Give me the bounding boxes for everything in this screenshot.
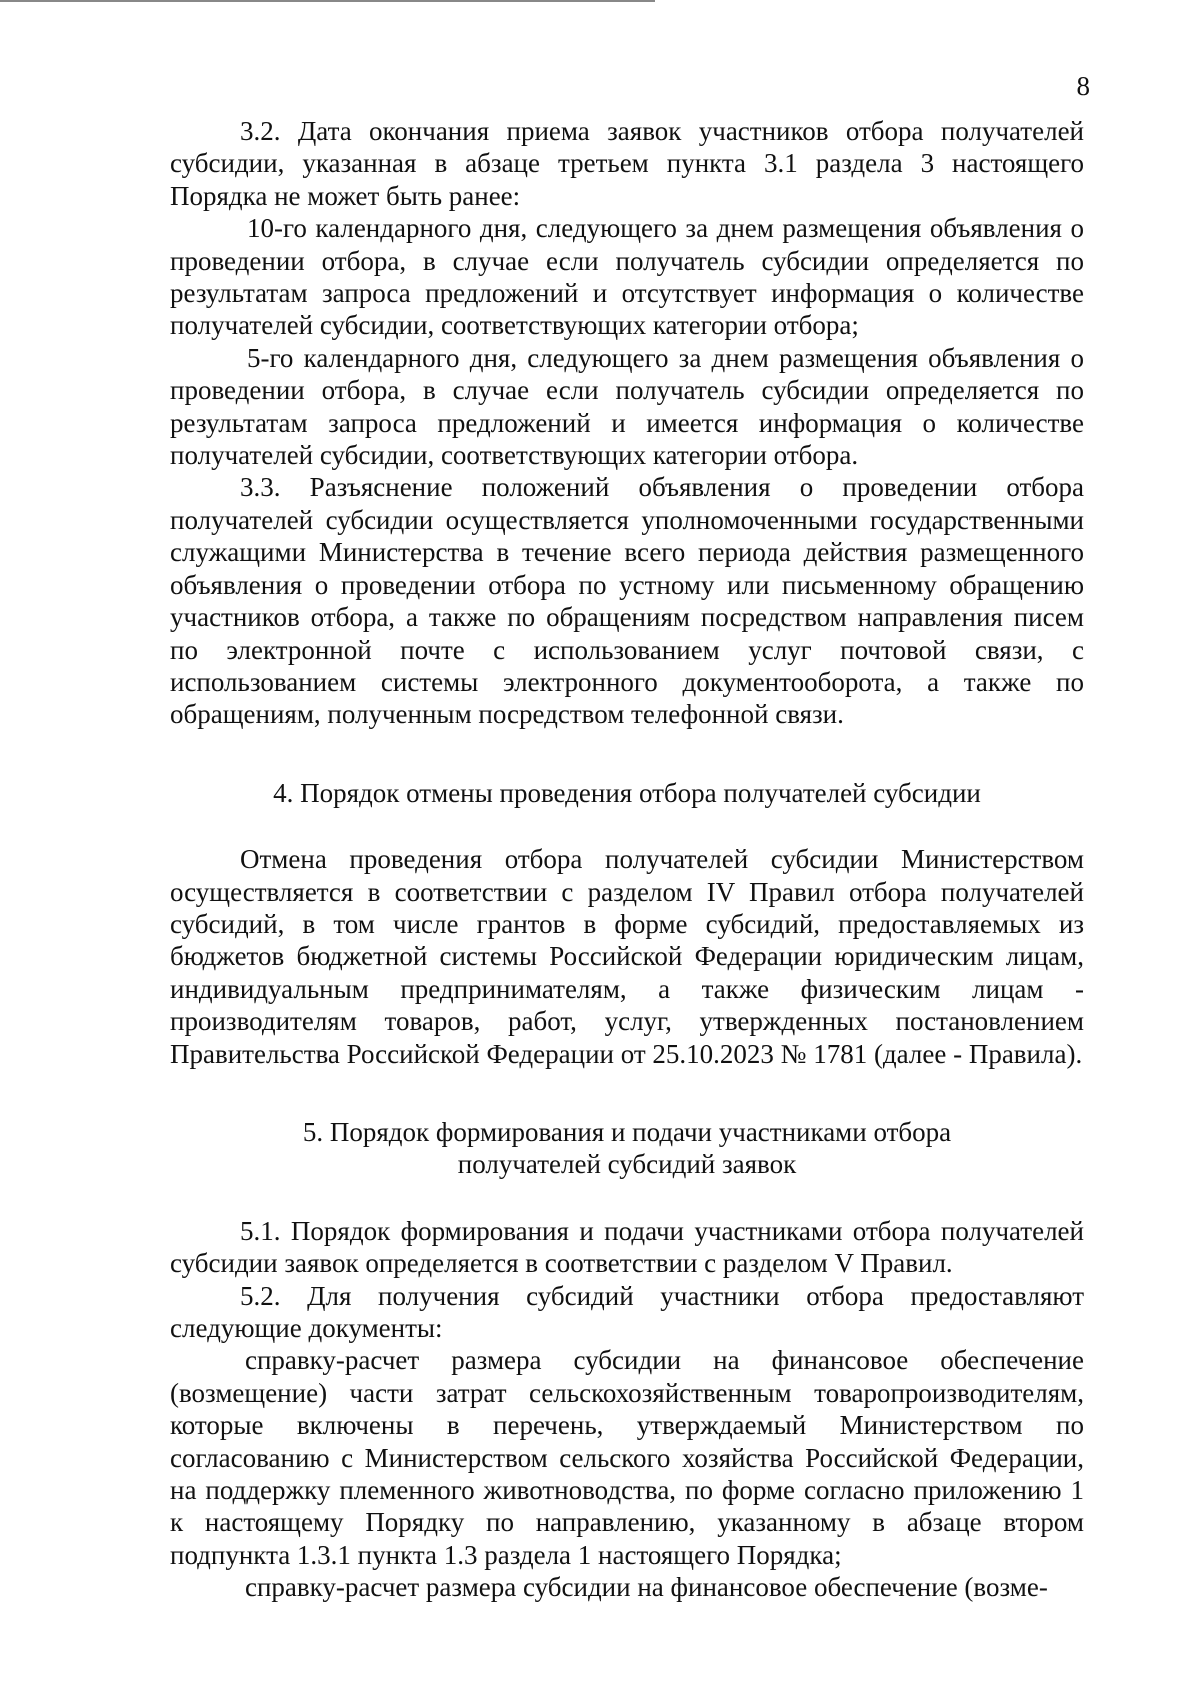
section-5-heading-line-1: 5. Порядок формирования и подачи участниками отбора [302, 1116, 952, 1147]
paragraph-3-2: 3.2. Дата окончания приема заявок участников отбора получателей субсидии, указанная в абзаце третьем пункта 3.1 раздела 3 настоящего Порядка не может быть ранее: [170, 116, 1084, 211]
page-number: 8 [1076, 71, 1090, 101]
section-4-heading: 4. Порядок отмены проведения отбора получателей субсидии [273, 777, 981, 808]
section-5-heading [170, 1116, 1084, 1181]
spacer [170, 1070, 1084, 1116]
spacer [170, 1181, 1084, 1215]
paragraph-3-2-item-10-day: 10-го календарного дня, следующего за днем размещения объявления о проведении отбора, в случае если получатель субсидии определяется по результатам запроса предложений и отсутствует информация о количестве получателей субсидии, соответствующих категории отбора; [170, 213, 1084, 341]
document-page [170, 115, 1084, 1604]
section-5-heading-line-2: получателей субсидий заявок [457, 1149, 797, 1180]
paragraph-5-2: 5.2. Для получения субсидий участники отбора предоставляют следующие документы: [170, 1280, 1084, 1343]
paragraph-5-1: 5.1. Порядок формирования и подачи участниками отбора получателей субсидии заявок определяется в соответствии с разделом V Правил. [170, 1215, 1084, 1279]
paragraph-5-2-item-continued: справку-расчет размера субсидии на финансовое обеспечение (возме- [245, 1572, 1048, 1603]
paragraph-5-2-item-breeding: справку-расчет размера субсидии на финансовое обеспечение (возмещение) части затрат сельскохозяйственным товаропроизводителям, которые включены в перечень, утверждаемый Министерством по согласованию с Министерством сельского хозяйства Российской Федерации, на поддержку племенного животноводства, по форме согласно приложению 1 к настоящему Порядку по направлению, указанному в абзаце втором подпункта 1.3.1 пункта 1.3 раздела 1 настоящего Порядка; [170, 1345, 1084, 1570]
paragraph-3-2-item-5-day: 5-го календарного дня, следующего за днем размещения объявления о проведении отбора, в случае если получатель субсидии определяется по результатам запроса предложений и имеется информация о количестве получателей субсидии, соответствующих категории отбора. [170, 342, 1084, 471]
spacer [170, 731, 1084, 777]
paragraph-4-cancellation: Отмена проведения отбора получателей субсидии Министерством осуществляется в соответствии с разделом IV Правил отбора получателей субсидий, в том числе грантов в форме субсидий, предоставляемых из бюджетов бюджетной системы Российской Федерации юридическим лицам, индивидуальным предпринимателям, а также физическим лицам - производителям товаров, работ, услуг, утвержденных постановлением Правительства Российской Федерации от 25.10.2023 № 1781 (далее - Правила). [170, 844, 1084, 1069]
top-scan-rule [0, 0, 655, 2]
spacer [170, 809, 1084, 843]
paragraph-3-3: 3.3. Разъяснение положений объявления о проведении отбора получателей субсидии осуществляется уполномоченными государственными служащими Министерства в течение всего периода действия размещенного объявления о проведении отбора по устному или письменному обращению участников отбора, а также по обращениям посредством направления писем по электронной почте с использованием услуг почтовой связи, с использованием системы электронного документооборота, а также по обращениям, полученным посредством телефонной связи. [170, 472, 1084, 730]
